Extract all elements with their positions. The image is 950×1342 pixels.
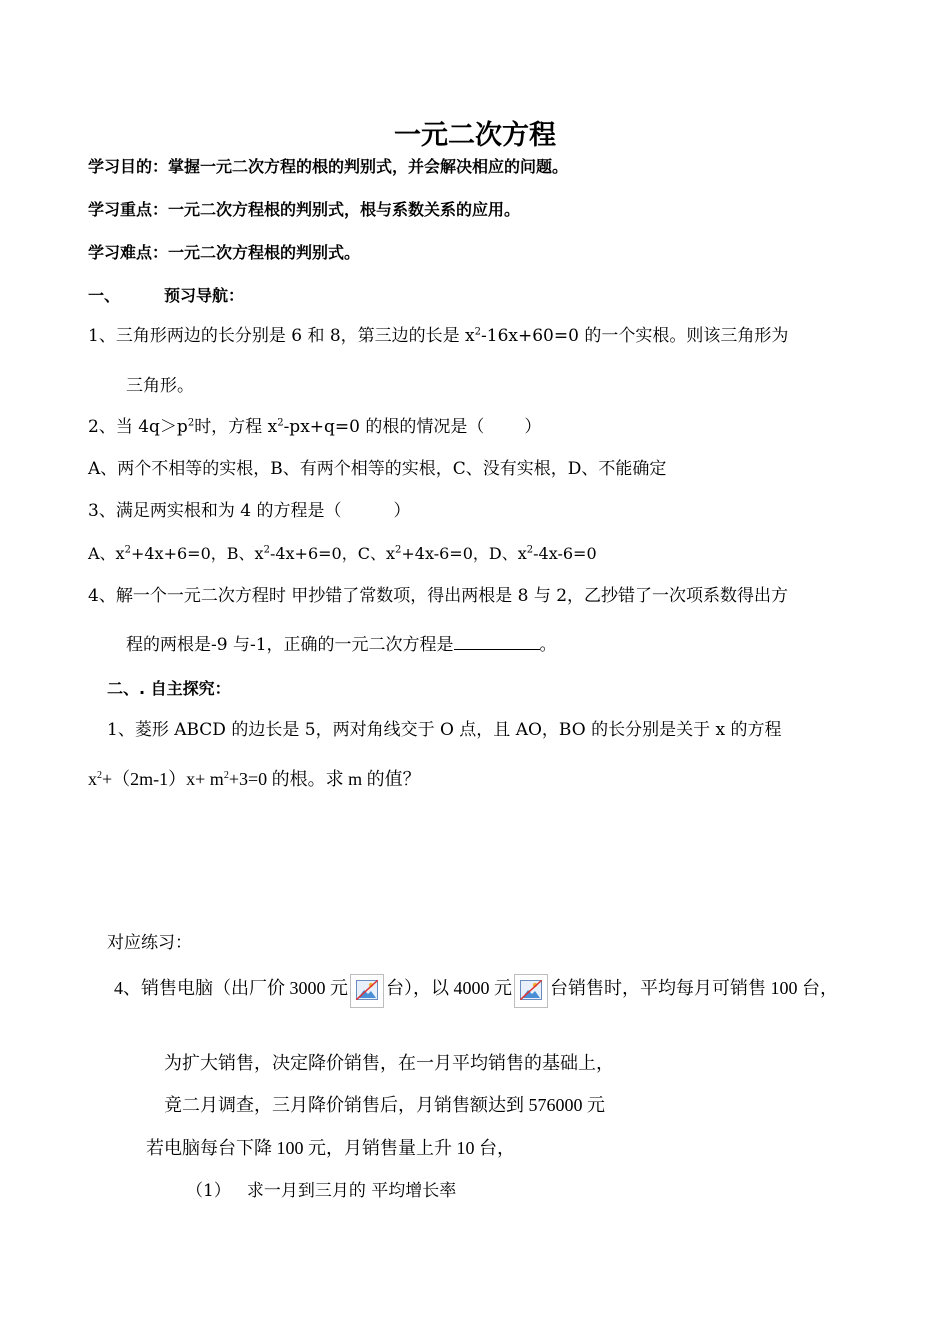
answer-blank[interactable] <box>454 635 540 650</box>
question-2 <box>88 416 541 438</box>
q3-option-c-rest: +4x-6=0， <box>401 544 489 563</box>
q3-exp-c: 2 <box>395 544 402 556</box>
question-2-options: A、两个不相等的实根，B、有两个相等的实根，C、没有实根，D、不能确定 <box>88 459 667 479</box>
explore-question-1-line2 <box>88 768 421 790</box>
practice-line-4: 若电脑每台下降 100 元，月销售量上升 10 台， <box>146 1138 515 1158</box>
practice-subquestion-1 <box>186 1180 456 1202</box>
q1-text-b: -16x+60=0 的一个实根。则该三角形为 <box>481 326 789 346</box>
section1-number: 一、 <box>88 286 121 305</box>
q2-text-b: 时，方程 x <box>194 417 278 437</box>
q3-paren-close: ） <box>393 501 411 521</box>
q3-option-d-rest: -4x-6=0 <box>533 544 597 563</box>
q4-period: 。 <box>539 635 557 655</box>
q3-option-a-rest: +4x+6=0， <box>130 544 227 563</box>
q2-paren-close: ） <box>524 417 542 437</box>
learning-difficulty: 学习难点：一元二次方程根的判别式。 <box>88 243 361 262</box>
question-3-options <box>88 543 597 565</box>
q3-option-b-rest: -4x+6=0， <box>269 544 358 563</box>
pq4-text-a: 4、销售电脑（出厂价 3000 元 <box>114 978 348 998</box>
q3-stem: 3、满足两实根和为 4 的方程是（ <box>88 501 342 521</box>
section2-heading: 二、. 自主探究： <box>107 679 231 698</box>
q3-exp-b: 2 <box>263 544 270 556</box>
question-1-line2: 三角形。 <box>126 376 194 396</box>
eq-x: x <box>88 769 97 789</box>
question-4-line2 <box>126 634 557 656</box>
q3-option-d: D、x <box>488 544 527 563</box>
sub1-number: （1） <box>186 1181 231 1201</box>
practice-line-2: 为扩大销售，决定降价销售，在一月平均销售的基础上， <box>164 1053 614 1073</box>
explore-question-1: 1、菱形 ABCD 的边长是 5，两对角线交于 O 点，且 AO，BO 的长分别是关于 x 的方程 <box>107 720 782 740</box>
q2-exponent-2: 2 <box>277 417 284 429</box>
q3-option-c: C、x <box>357 544 396 563</box>
section1-heading <box>88 285 244 307</box>
pq4-text-b: 台），以 4000 元 <box>386 978 512 998</box>
question-1 <box>88 325 788 347</box>
eq-exp-1: 2 <box>97 770 102 781</box>
broken-image-icon <box>514 974 548 1008</box>
pq4-text-c: 台销售时，平均每月可销售 100 台， <box>550 978 838 998</box>
page-title: 一元二次方程 <box>394 120 556 151</box>
q2-text-c: -px+q=0 的根的情况是（ <box>283 417 485 437</box>
practice-question-4 <box>114 974 838 1008</box>
practice-heading: 对应练习： <box>107 933 192 953</box>
q3-exp-d: 2 <box>526 544 534 556</box>
sub1-text: 求一月到三月的 平均增长率 <box>246 1181 457 1201</box>
question-4: 4、解一个一元二次方程时 甲抄错了常数项，得出两根是 8 与 2，乙抄错了一次项系数得出方 <box>88 586 789 606</box>
section1-title: 预习导航： <box>164 286 245 305</box>
q3-exp-a: 2 <box>124 544 131 556</box>
q1-text-a: 1、三角形两边的长分别是 6 和 8，第三边的长是 x <box>88 326 475 346</box>
eq-exp-2: 2 <box>223 770 229 781</box>
q4-text: 程的两根是-9 与-1，正确的一元二次方程是 <box>126 635 454 655</box>
eq-end: +3=0 的根。求 m 的值？ <box>228 769 421 789</box>
q3-option-b: B、x <box>226 544 264 563</box>
learning-objective: 学习目的：掌握一元二次方程的根的判别式，并会解决相应的问题。 <box>88 157 569 176</box>
question-3 <box>88 500 410 522</box>
eq-middle: +（2m-1）x+ m <box>102 769 224 789</box>
broken-image-icon <box>350 974 384 1008</box>
practice-line-3: 竟二月调查，三月降价销售后，月销售额达到 576000 元 <box>164 1095 605 1115</box>
q3-option-a: A、x <box>88 544 125 563</box>
learning-focus: 学习重点：一元二次方程根的判别式，根与系数关系的应用。 <box>88 200 521 219</box>
q2-text-a: 2、当 4q＞p <box>88 417 188 437</box>
q1-exponent: 2 <box>474 326 482 338</box>
q2-exponent-1: 2 <box>187 417 195 429</box>
